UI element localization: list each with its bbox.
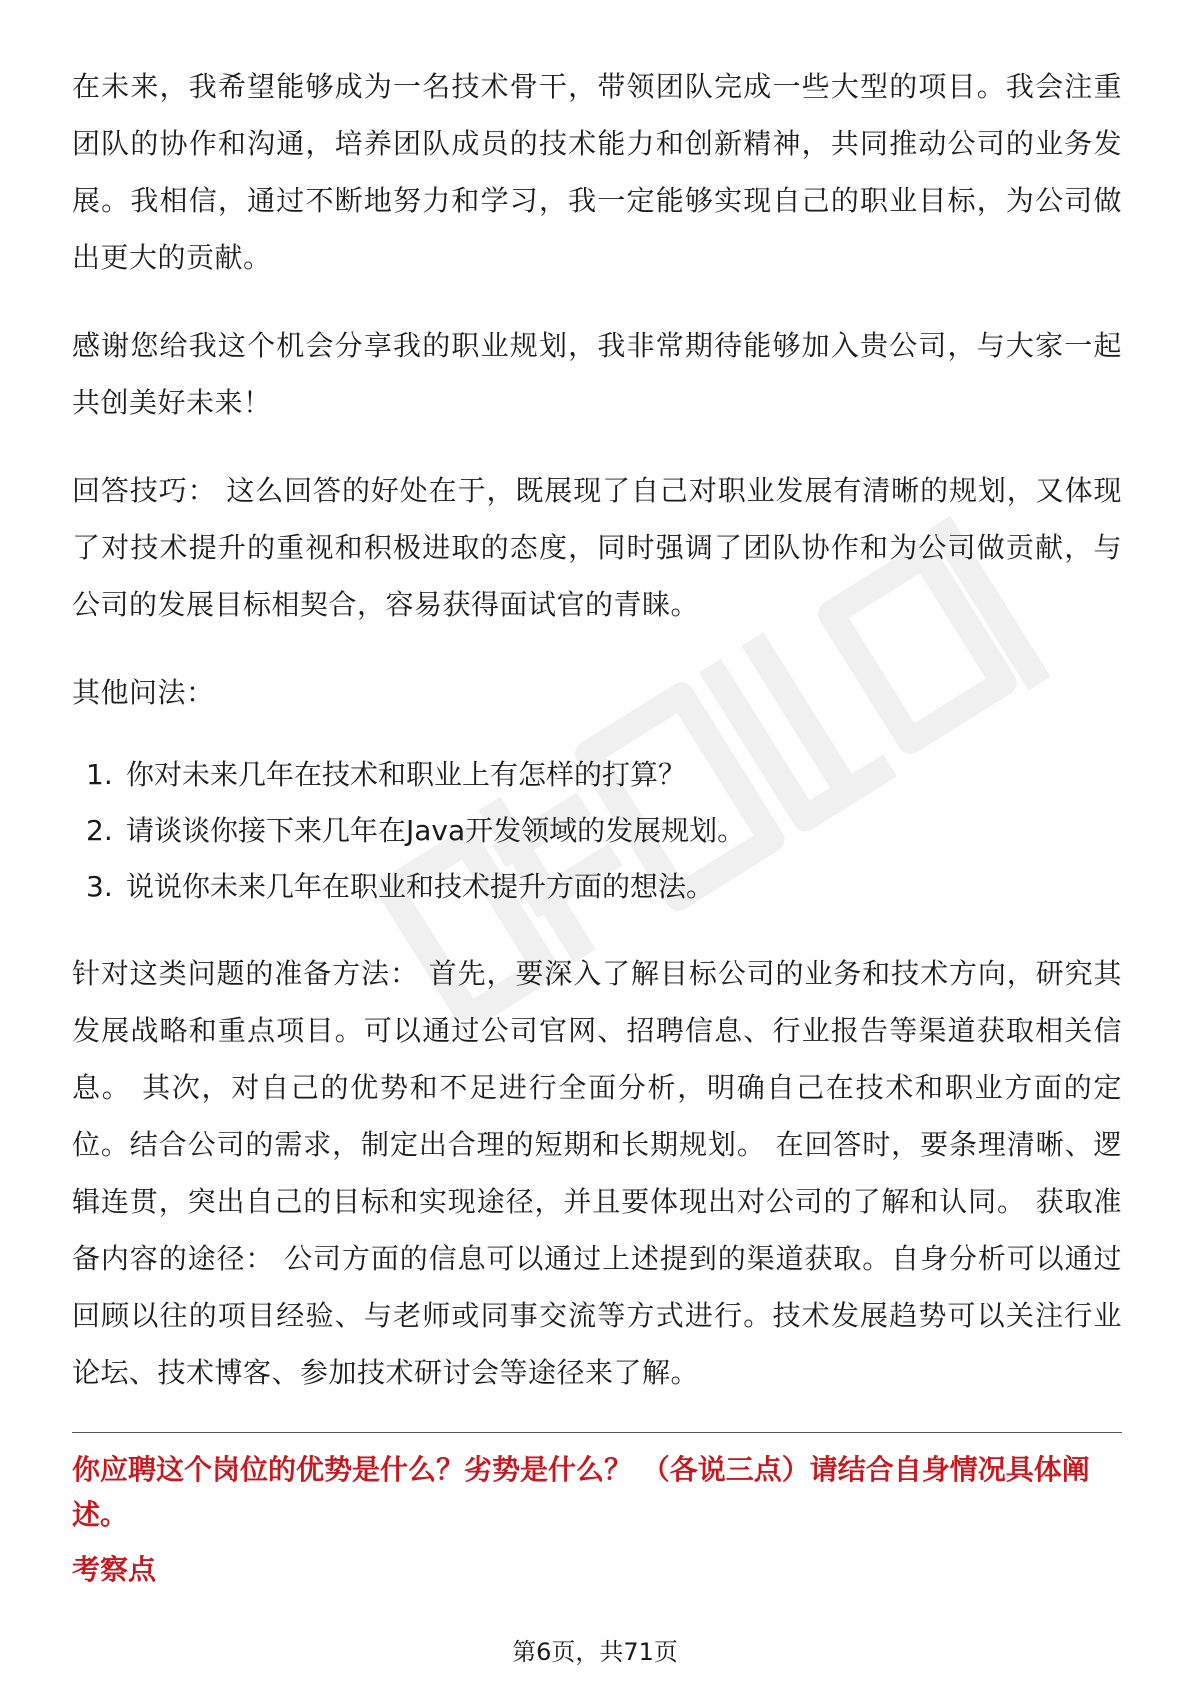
list-item-text: 请谈谈你接下来几年在Java开发领域的发展规划。: [126, 814, 746, 847]
page-number: 第6页，共71页: [512, 1638, 678, 1666]
list-item: [86, 859, 1122, 915]
list-item-number: 3.: [86, 870, 113, 903]
section-divider: [72, 1432, 1122, 1433]
other-questions-heading: 其他问法：: [72, 676, 215, 709]
list-item-text: 你对未来几年在技术和职业上有怎样的打算？: [126, 758, 687, 791]
list-item: [86, 803, 1122, 859]
document-page: [72, 58, 1122, 1592]
list-item-number: 1.: [86, 758, 113, 791]
career-goal-paragraph: 在未来，我希望能够成为一名技术骨干，带领团队完成一些大型的项目。我会注重团队的协作和沟通，培养团队成员的技术能力和创新精神，共同推动公司的业务发展。我相信，通过不断地努力和学习，我一定能够实现自己的职业目标，为公司做出更大的贡献。: [72, 70, 1122, 274]
list-item: [86, 747, 1122, 803]
list-item-number: 2.: [86, 814, 113, 847]
list-item-text: 说说你未来几年在职业和技术提升方面的想法。: [126, 870, 715, 903]
other-questions-list: [86, 747, 1122, 915]
preparation-paragraph: 针对这类问题的准备方法： 首先，要深入了解目标公司的业务和技术方向，研究其发展战略和重点项目。可以通过公司官网、招聘信息、行业报告等渠道获取相关信息。 其次，对自己的优势和不足进行全面分析，明确自己在技术和职业方面的定位。结合公司的需求，制定出合理的短期和长期规划。 在回答时，要条理清晰、逻辑连贯，突出自己的目标和实现途径，并且要体现出对公司的了解和认同。 获取准备内容的途径： 公司方面的信息可以通过上述提到的渠道获取。自身分析可以通过回顾以往的项目经验、与老师或同事交流等方式进行。技术发展趋势可以关注行业论坛、技术博客、参加技术研讨会等途径来了解。: [72, 957, 1122, 1389]
next-question-title: 你应聘这个岗位的优势是什么？劣势是什么？ （各说三点）请结合自身情况具体阐述。: [72, 1453, 1090, 1531]
answer-tips-paragraph: 回答技巧： 这么回答的好处在于，既展现了自己对职业发展有清晰的规划，又体现了对技术提升的重视和积极进取的态度，同时强调了团队协作和为公司做贡献，与公司的发展目标相契合，容易获得面试官的青睐。: [72, 474, 1122, 621]
examination-point-heading: 考察点: [72, 1553, 157, 1586]
thanks-paragraph: 感谢您给我这个机会分享我的职业规划，我非常期待能够加入贵公司，与大家一起共创美好未来！: [72, 329, 1122, 419]
